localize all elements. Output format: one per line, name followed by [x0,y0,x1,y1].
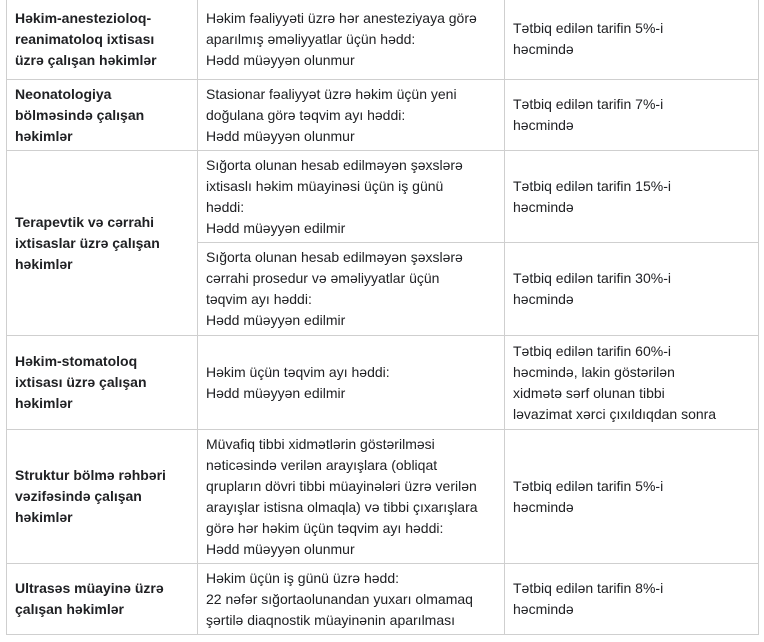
category-label: həkimlər [15,509,73,525]
tariff-text: Tətbiq edilən tarifin 8%-i [513,580,664,596]
category-label: həkimlər [15,127,73,144]
table-row [7,0,759,80]
category-label: çalışan həkimlər [15,601,124,617]
tariff-cell [505,80,759,151]
condition-cell [198,243,505,336]
tariff-text: həcmində [513,498,574,515]
category-cell [7,430,198,564]
tariff-cell [505,151,759,243]
category-cell [7,0,198,80]
condition-text: Sığorta olunan hesab edilməyən şəxslərə [206,249,463,265]
condition-cell [198,336,505,430]
tariff-text: Tətbiq edilən tarifin 5%-i [513,477,664,494]
condition-cell [198,430,505,564]
table-row [7,151,759,243]
tariff-text: həcmində [513,198,574,215]
category-label: Ultrasəs müayinə üzrə [15,580,164,596]
category-cell [7,151,198,336]
tariff-text: Tətbiq edilən tarifin 30%-i [513,270,671,286]
category-label: Struktur bölmə rəhbəri [15,467,166,483]
condition-text: ixtisaslı həkim müayinəsi üçün iş günü [206,177,444,194]
condition-text: Hədd müəyyən olunmur [206,51,355,68]
tariff-table-body [7,0,759,635]
condition-text: cərrahi prosedur və əməliyyatlar üçün [206,270,440,286]
condition-text: 22 nəfər sığortaolunandan yuxarı olmamaq [206,590,473,607]
condition-text: Müvafiq tibbi xidmətlərin göstərilməsi [206,435,435,452]
condition-text: Hədd müəyyən edilmir [206,219,346,236]
condition-text: Hədd müəyyən olunmur [206,127,355,144]
tariff-cell [505,336,759,430]
tariff-text: Tətbiq edilən tarifin 5%-i [513,20,664,36]
category-label: həkimlər [15,255,73,272]
condition-cell [198,0,505,80]
table-row [7,336,759,430]
tariff-cell [505,243,759,336]
tariff-text: həcmində [513,291,574,307]
category-label: Neonatologiya [15,85,112,102]
tariff-cell [505,564,759,635]
condition-cell [198,80,505,151]
condition-text: doğulana görə təqvim ayı həddi: [206,106,406,123]
table-row [7,430,759,564]
tariff-text: həcmində [513,117,574,133]
category-label: ixtisaslar üzrə çalışan [15,234,160,251]
tariff-table [6,0,759,635]
category-cell [7,80,198,151]
category-label: vəzifəsində çalışan [15,488,142,504]
condition-text: həddi: [206,198,245,215]
condition-cell [198,151,505,243]
condition-text: arayışlar istisna olmaqla) və tibbi çıxarışlara [206,498,478,515]
category-label: Həkim-stomatoloq [15,353,138,369]
category-label: üzrə çalışan həkimlər [15,51,157,68]
tariff-text: həcmində, lakin göstərilən [513,363,675,380]
condition-text: görə hər həkim üçün təqvim ayı həddi: [206,519,444,536]
tariff-text: Tətbiq edilən tarifin 15%-i [513,177,671,194]
category-label: Həkim-anestezioloq- [15,9,152,26]
condition-text: Stasionar fəaliyyət üzrə həkim üçün yeni [206,85,457,102]
condition-text: Hədd müəyyən edilmir [206,312,346,328]
category-label: reanimatoloq ixtisası [15,30,155,47]
tariff-text: xidmətə sərf olunan tibbi [513,384,665,401]
tariff-cell [505,0,759,80]
category-label: bölməsində çalışan [15,106,145,123]
condition-text: Hədd müəyyən olunmur [206,540,355,557]
tariff-text: həcmində [513,41,574,57]
category-label: ixtisası üzrə çalışan [15,374,147,390]
tariff-text: Tətbiq edilən tarifin 7%-i [513,96,664,112]
tariff-text: ləvazimat xərci çıxıldıqdan sonra [513,405,717,422]
condition-text: nəticəsində verilən arayışlara (obliqat [206,456,438,473]
category-label: Terapevtik və cərrahi [15,213,155,230]
category-label: həkimlər [15,395,73,411]
condition-text: təqvim ayı həddi: [206,291,312,307]
condition-text: aparılmış əməliyyatlar üçün hədd: [206,30,416,47]
tariff-text: Tətbiq edilən tarifin 60%-i [513,342,671,359]
condition-text: Həkim üçün iş günü üzrə hədd: [206,569,399,586]
tariff-cell [505,430,759,564]
condition-text: şərtilə diaqnostik müayinənin aparılması [206,611,456,628]
condition-cell [198,564,505,635]
table-row [7,80,759,151]
category-cell [7,336,198,430]
condition-text: Həkim fəaliyyəti üzrə hər anesteziyaya görə [206,9,477,26]
condition-text: Həkim üçün təqvim ayı həddi: [206,363,390,380]
tariff-text: həcmində [513,601,574,617]
condition-text: qrupların dövri tibbi müayinələri üzrə verilən [206,477,477,494]
table-row [7,564,759,635]
category-cell [7,564,198,635]
condition-text: Sığorta olunan hesab edilməyən şəxslərə [206,156,463,173]
condition-text: Hədd müəyyən edilmir [206,384,346,401]
